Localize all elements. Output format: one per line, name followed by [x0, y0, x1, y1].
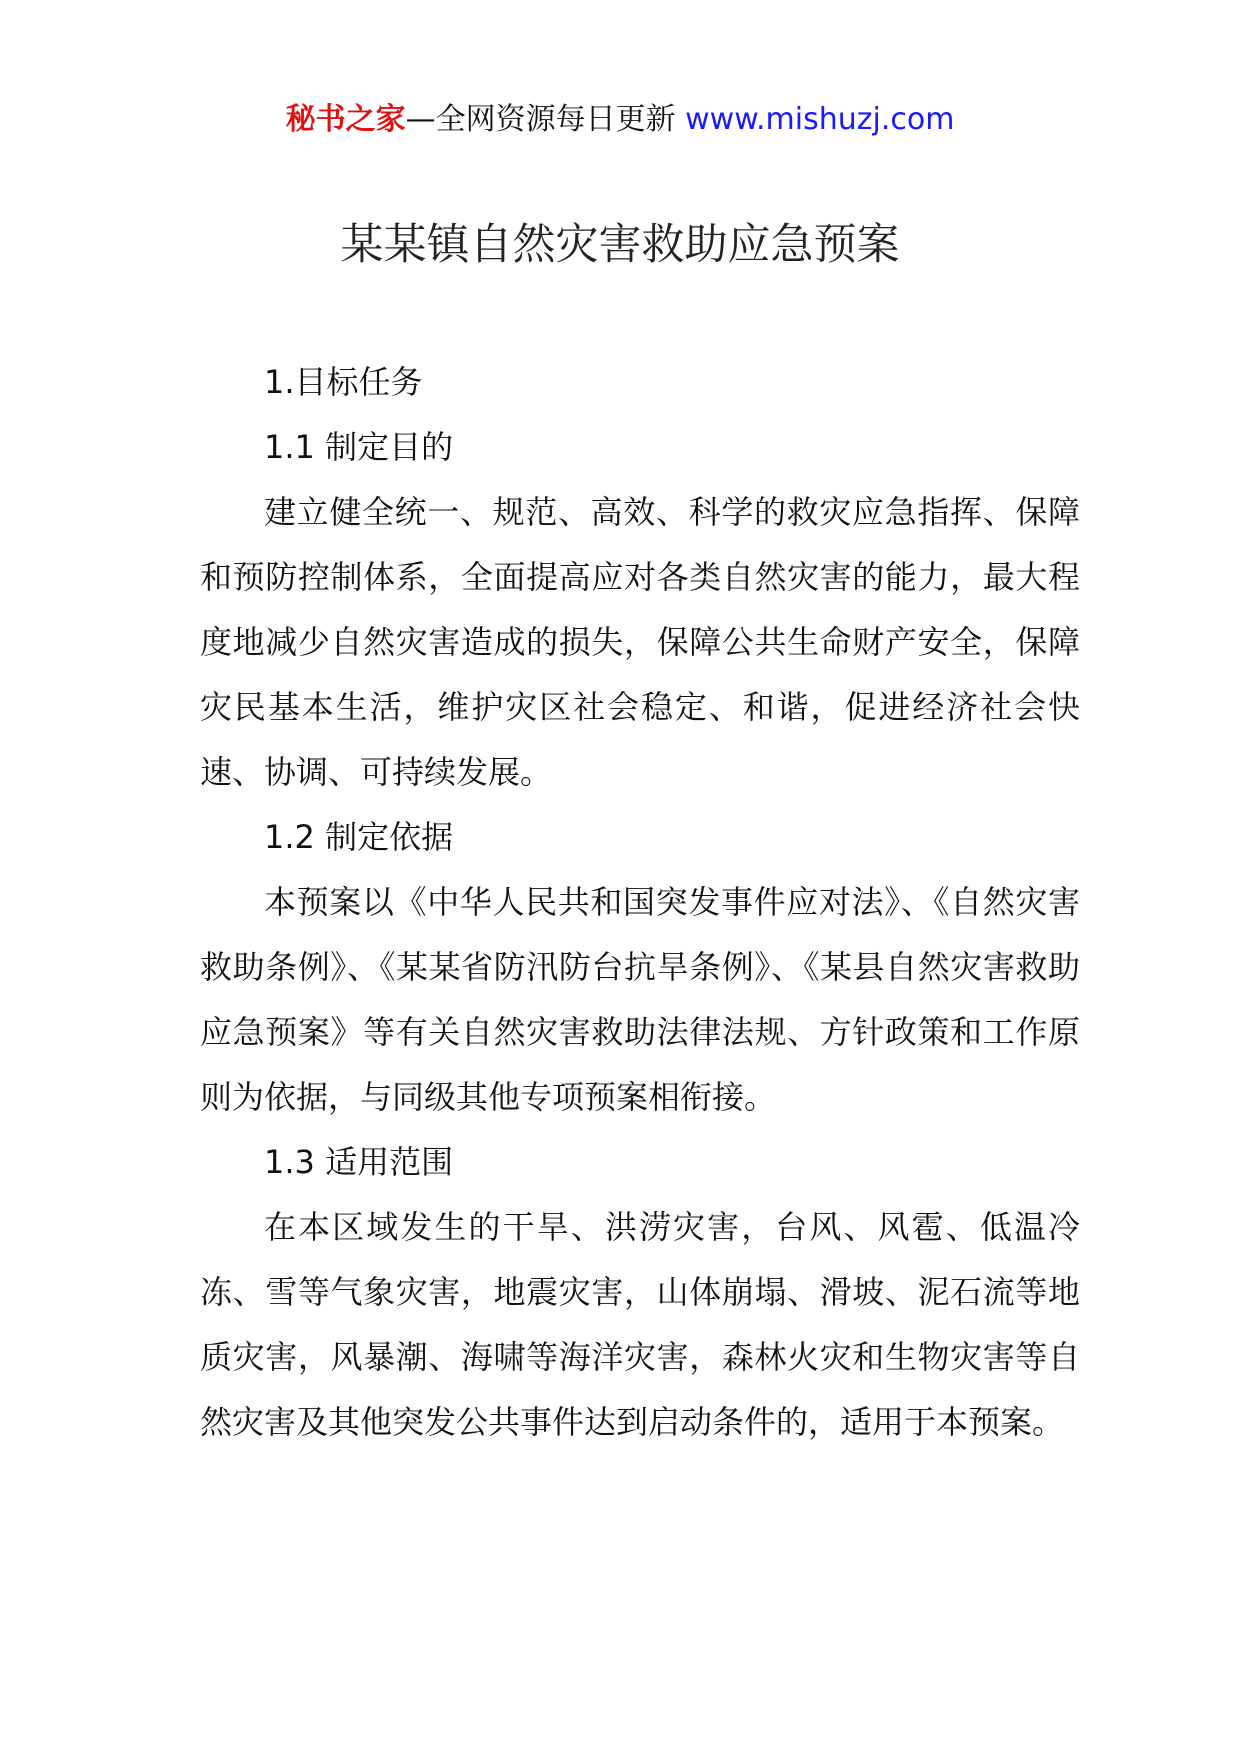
section-heading-purpose: 1.1 制定目的 [264, 428, 454, 466]
site-header [0, 100, 1240, 140]
brand-name: 秘书之家 [285, 102, 406, 137]
paragraph-basis: 本预案以《中华人民共和国突发事件应对法》、《自然灾害救助条例》、《某某省防汛防台抗旱条例》、《某县自然灾害救助应急预案》等有关自然灾害救助法律法规、方针政策和工作原则为依据，与同级其他专项预案相衔接。 [200, 883, 1080, 1116]
header-tagline: —全网资源每日更新 [405, 102, 676, 137]
paragraph-purpose: 建立健全统一、规范、高效、科学的救灾应急指挥、保障和预防控制体系，全面提高应对各类自然灾害的能力，最大程度地减少自然灾害造成的损失，保障公共生命财产安全，保障灾民基本生活，维护灾区社会稳定、和谐，促进经济社会快速、协调、可持续发展。 [200, 493, 1080, 791]
section-heading-scope: 1.3 适用范围 [264, 1143, 454, 1181]
paragraph-scope: 在本区域发生的干旱、洪涝灾害，台风、风雹、低温冷冻、雪等气象灾害，地震灾害，山体崩塌、滑坡、泥石流等地质灾害，风暴潮、海啸等海洋灾害，森林火灾和生物灾害等自然灾害及其他突发公共事件达到启动条件的，适用于本预案。 [200, 1208, 1080, 1441]
site-url-link[interactable]: www.mishuzj.com [685, 102, 955, 137]
document-body [200, 350, 1080, 1455]
document-title: 某某镇自然灾害救助应急预案 [340, 220, 900, 270]
section-heading-basis: 1.2 制定依据 [264, 818, 454, 856]
section-heading-goals: 1.目标任务 [264, 363, 423, 401]
